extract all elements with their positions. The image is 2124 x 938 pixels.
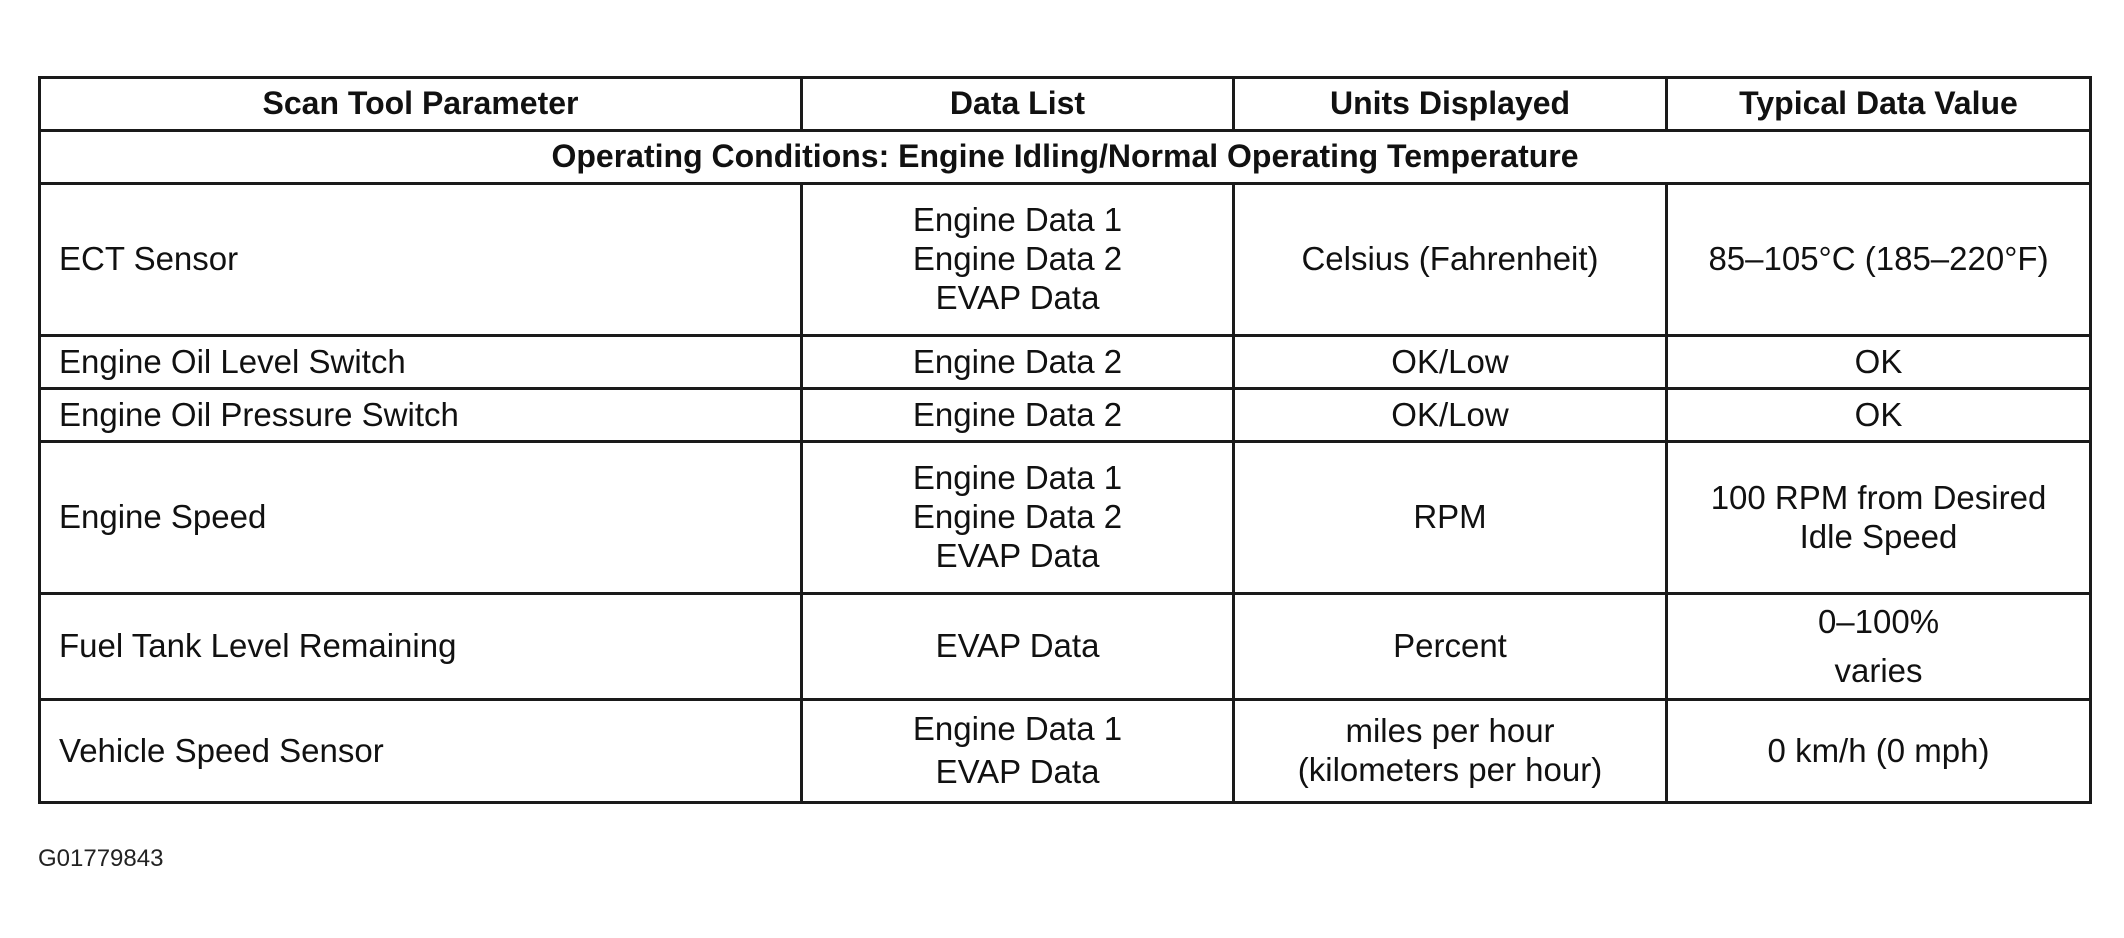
units-text: RPM — [1413, 498, 1487, 536]
data-list-entry: EVAP Data — [935, 278, 1100, 316]
units-text: (kilometers per hour) — [1297, 751, 1603, 788]
units-text: Percent — [1393, 627, 1507, 665]
data-list-entry: EVAP Data — [935, 753, 1100, 790]
table-row — [40, 442, 2091, 594]
data-list-cell — [802, 442, 1234, 594]
typical-value-text: OK — [1854, 342, 1903, 380]
units-text: miles per hour — [1345, 712, 1555, 750]
typical-value-text: OK — [1854, 395, 1903, 433]
data-list-cell — [802, 594, 1234, 700]
header-scan-tool-parameter: Scan Tool Parameter — [40, 78, 802, 131]
parameter-cell: Fuel Tank Level Remaining — [40, 594, 802, 700]
data-list-entry: Engine Data 1 — [912, 459, 1123, 497]
units-text: Celsius (Fahrenheit) — [1301, 240, 1599, 278]
data-list-entry: Engine Data 1 — [912, 201, 1123, 239]
data-list-entry: Engine Data 2 — [912, 342, 1123, 380]
units-text: OK/Low — [1391, 395, 1509, 433]
units-cell — [1234, 700, 1667, 803]
typical-value-text: Idle Speed — [1799, 517, 1958, 555]
typical-value-text: 85–105°C (185–220°F) — [1708, 240, 2049, 278]
typical-value-text: 0 km/h (0 mph) — [1767, 731, 1990, 769]
data-list-cell — [802, 336, 1234, 389]
table-row — [40, 184, 2091, 336]
data-list-entry: Engine Data 2 — [912, 498, 1123, 536]
table-header-row — [40, 78, 2091, 131]
header-data-list: Data List — [802, 78, 1234, 131]
typical-value-cell — [1667, 336, 2091, 389]
typical-value-cell — [1667, 442, 2091, 594]
data-list-cell — [802, 700, 1234, 803]
data-list-entry: Engine Data 2 — [912, 395, 1123, 433]
typical-value-cell — [1667, 389, 2091, 442]
typical-value-cell — [1667, 184, 2091, 336]
parameter-cell: Engine Speed — [40, 442, 802, 594]
units-cell — [1234, 184, 1667, 336]
units-cell — [1234, 336, 1667, 389]
typical-value-cell — [1667, 594, 2091, 700]
typical-value-text: varies — [1834, 651, 1923, 689]
units-cell — [1234, 594, 1667, 700]
units-cell — [1234, 389, 1667, 442]
parameter-cell: Engine Oil Pressure Switch — [40, 389, 802, 442]
typical-value-cell — [1667, 700, 2091, 803]
data-list-entry: Engine Data 1 — [912, 710, 1123, 748]
header-units-displayed: Units Displayed — [1234, 78, 1667, 131]
scan-tool-data-sheet — [38, 76, 2089, 804]
data-list-entry: EVAP Data — [935, 627, 1100, 665]
operating-conditions-row — [40, 131, 2091, 184]
figure-id: G01779843 — [38, 845, 164, 872]
table-row — [40, 700, 2091, 803]
typical-value-text: 100 RPM from Desired — [1710, 478, 2047, 516]
scan-tool-parameters-table — [38, 76, 2092, 804]
data-list-cell — [802, 389, 1234, 442]
units-text: OK/Low — [1391, 342, 1509, 380]
data-list-entry: Engine Data 2 — [912, 240, 1123, 278]
table-row — [40, 389, 2091, 442]
typical-value-text: 0–100% — [1817, 602, 1940, 640]
data-list-entry: EVAP Data — [935, 536, 1100, 574]
table-row — [40, 594, 2091, 700]
parameter-cell: Vehicle Speed Sensor — [40, 700, 802, 803]
units-cell — [1234, 442, 1667, 594]
header-typical-data-value: Typical Data Value — [1667, 78, 2091, 131]
operating-conditions-text: Operating Conditions: Engine Idling/Normal Operating Temperature — [40, 131, 2091, 184]
table-row — [40, 336, 2091, 389]
parameter-cell: ECT Sensor — [40, 184, 802, 336]
data-list-cell — [802, 184, 1234, 336]
parameter-cell: Engine Oil Level Switch — [40, 336, 802, 389]
